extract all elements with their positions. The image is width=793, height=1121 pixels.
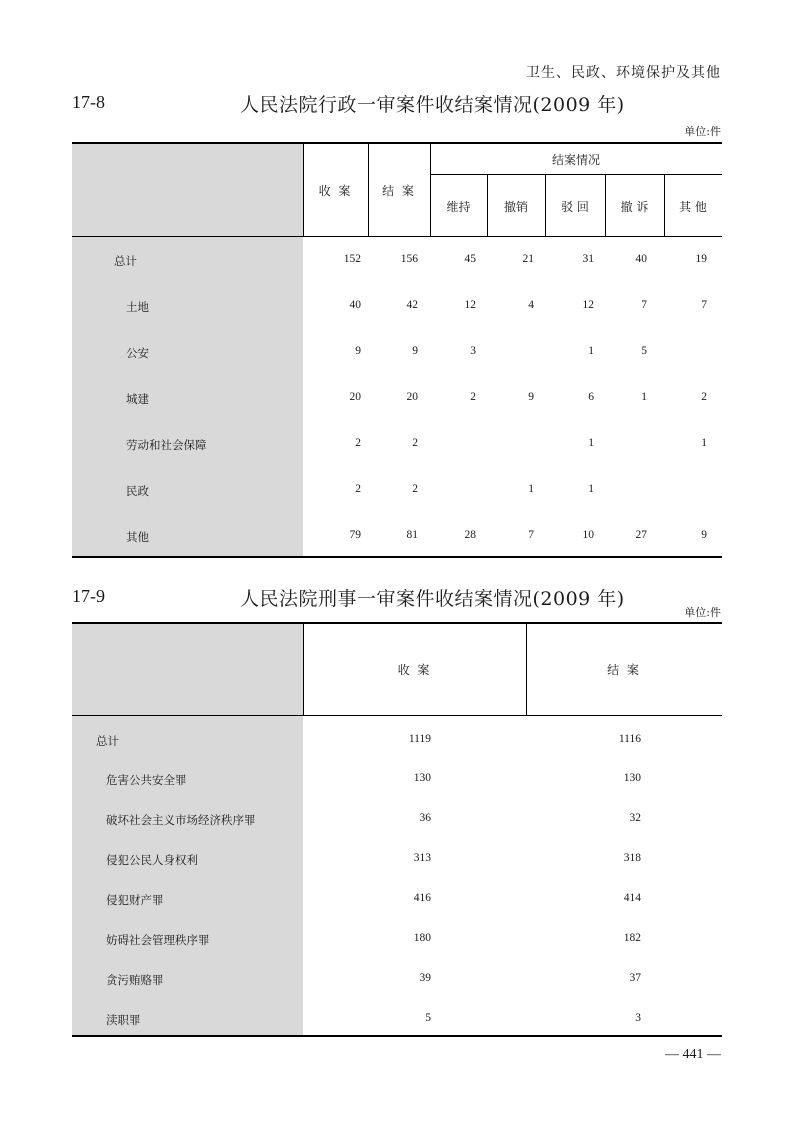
table2-cell: 37 [629, 972, 641, 984]
table1-row-label: 劳动和社会保障 [126, 438, 207, 452]
table1-header-revoke: 撤销 [503, 200, 528, 214]
table1-cell: 9 [412, 345, 418, 357]
table2-cell: 5 [425, 1012, 431, 1024]
table2-cell: 414 [623, 892, 641, 904]
table1-cell: 45 [464, 253, 476, 265]
table2-cell: 130 [413, 772, 431, 784]
table1-cell: 10 [582, 529, 594, 541]
table1-cell: 21 [522, 253, 534, 265]
table1-bottom-rule [72, 556, 722, 558]
table1-cell: 12 [582, 299, 594, 311]
table1-cell: 31 [582, 253, 594, 265]
table2-row-label: 破坏社会主义市场经济秩序罪 [106, 813, 256, 827]
table2-cell: 3 [635, 1012, 641, 1024]
table1-cell: 28 [464, 529, 476, 541]
table1-number: 17-8 [72, 92, 105, 112]
table1-cell: 9 [528, 391, 534, 403]
table2-cell: 39 [419, 972, 431, 984]
table1-cell: 40 [349, 299, 361, 311]
table2-bottom-rule [72, 1035, 722, 1037]
table2-cell: 32 [629, 812, 641, 824]
table1-row-label: 其他 [126, 530, 149, 544]
table2-row-label: 危害公共安全罪 [106, 773, 187, 787]
table2-cell: 1116 [618, 733, 641, 745]
table1-header-closed: 结 案 [382, 184, 416, 198]
table2-cell: 313 [413, 852, 431, 864]
table2-cell: 180 [413, 932, 431, 944]
table1-cell: 20 [406, 391, 418, 403]
table1-header-uphold: 维持 [446, 200, 471, 214]
table2-row-label: 总计 [96, 734, 119, 748]
table1-cell: 5 [641, 345, 647, 357]
table1-cell: 1 [588, 345, 594, 357]
table2-row-label: 侵犯公民人身权利 [106, 853, 198, 867]
table1-top-rule [72, 142, 722, 144]
table2-header-received: 收 案 [397, 663, 432, 677]
table2-row-label: 侵犯财产罪 [106, 893, 164, 907]
table1-cell: 12 [464, 299, 476, 311]
table1-cell: 4 [528, 299, 534, 311]
table1-cell: 2 [412, 483, 418, 495]
table2-row-label: 渎职罪 [106, 1013, 141, 1027]
table1-cell: 2 [412, 437, 418, 449]
table2-cell: 130 [623, 772, 641, 784]
table1-cell: 1 [701, 437, 707, 449]
table1-cell: 3 [470, 345, 476, 357]
table1-cell: 1 [528, 483, 534, 495]
table1-row-label: 城建 [126, 392, 149, 406]
table1-group-rule [430, 174, 722, 175]
table1-row-label: 土地 [126, 300, 149, 314]
table1-header-closure-group: 结案情况 [551, 153, 600, 167]
table2-cell: 36 [419, 812, 431, 824]
table2-top-rule [72, 622, 722, 624]
table1-cell: 6 [588, 391, 594, 403]
table2-title: 人民法院刑事一审案件收结案情况(2009 年) [240, 588, 625, 610]
table1-cell: 152 [343, 253, 361, 265]
table1-cell: 2 [701, 391, 707, 403]
table1-cell: 19 [695, 253, 707, 265]
table1-cell: 2 [355, 437, 361, 449]
table2-cell: 182 [623, 932, 641, 944]
table1-cell: 40 [635, 253, 647, 265]
page-number: — 441 — [665, 1047, 721, 1062]
table1-cell: 9 [701, 529, 707, 541]
table1-cell: 2 [355, 483, 361, 495]
table2-cell: 416 [413, 892, 431, 904]
running-header: 卫生、民政、环境保护及其他 [526, 65, 721, 81]
table1-cell: 2 [470, 391, 476, 403]
table1-cell: 1 [588, 483, 594, 495]
table1-header-received: 收 案 [318, 184, 353, 198]
table1-header-rule [72, 236, 722, 237]
table1-header-withdraw: 撤 诉 [620, 200, 649, 214]
table1-cell: 7 [528, 529, 534, 541]
table1-header-other: 其 他 [679, 200, 707, 214]
table1-shade-header [72, 143, 303, 557]
table2-row-label: 贪污贿赂罪 [106, 973, 164, 987]
table1-cell: 42 [406, 299, 418, 311]
table2-cell: 318 [623, 852, 641, 864]
table1-cell: 7 [641, 299, 647, 311]
table1-cell: 7 [701, 299, 707, 311]
table1-cell: 79 [349, 529, 361, 541]
table1-cell: 20 [349, 391, 361, 403]
table2-row-label: 妨碍社会管理秩序罪 [106, 933, 210, 947]
table1-header-reject: 驳 回 [561, 200, 589, 214]
table1-unit: 单位:件 [684, 125, 721, 138]
table1-row-label: 民政 [126, 484, 149, 498]
table1-row-label: 公安 [126, 346, 149, 360]
table1-cell: 9 [355, 345, 361, 357]
table1-cell: 81 [406, 529, 418, 541]
table1-title: 人民法院行政一审案件收结案情况(2009 年) [240, 94, 625, 116]
table1-row-label: 总计 [114, 254, 137, 268]
table2-unit: 单位:件 [684, 606, 721, 619]
table2-header-rule [72, 715, 722, 716]
table1-cell: 156 [400, 253, 418, 265]
table2-header-closed: 结 案 [607, 663, 641, 677]
table1-cell: 1 [588, 437, 594, 449]
table1-cell: 1 [641, 391, 647, 403]
table1-cell: 27 [635, 529, 647, 541]
table2-cell: 1119 [408, 733, 431, 745]
table2-number: 17-9 [72, 586, 105, 606]
